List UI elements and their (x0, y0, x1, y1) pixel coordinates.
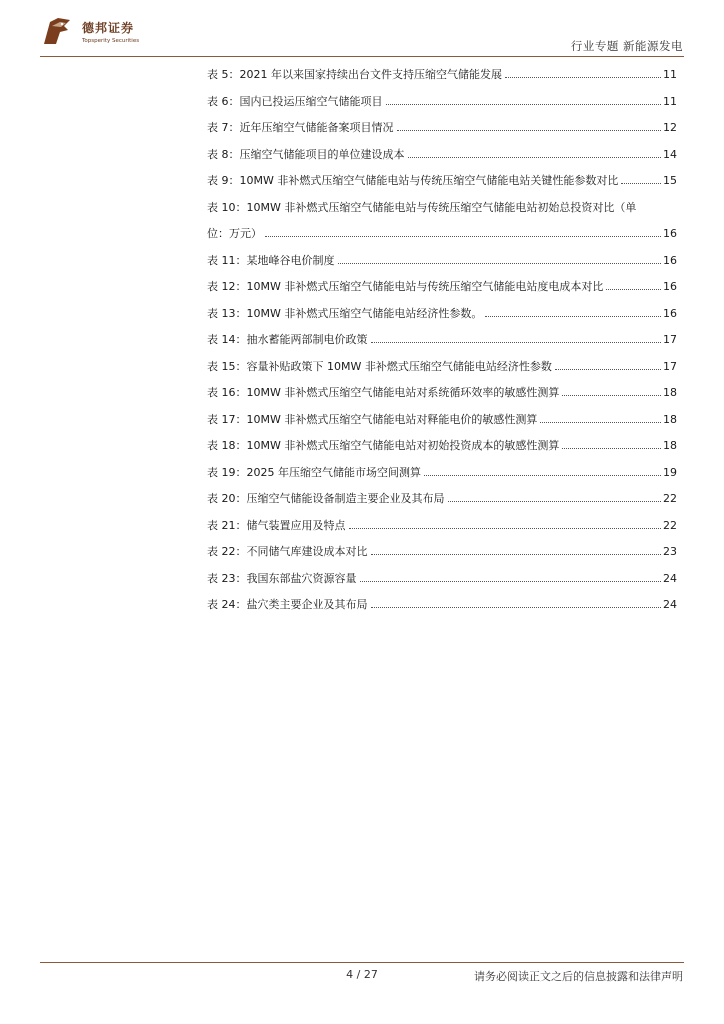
toc-item-page: 22 (663, 518, 677, 532)
toc-item-page: 24 (663, 571, 677, 585)
table-of-contents (207, 67, 677, 624)
toc-item-wrapped-line2[interactable] (207, 226, 677, 253)
toc-item[interactable] (207, 491, 677, 518)
toc-item-label: 表 13：10MW 非补燃式压缩空气储能电站经济性参数。 (207, 306, 483, 320)
toc-item-page: 18 (663, 439, 677, 452)
toc-item-label: 表 20：压缩空气储能设备制造主要企业及其布局 (207, 492, 445, 505)
toc-dot-leader (338, 263, 662, 264)
toc-item-label: 表 23：我国东部盐穴资源容量 (207, 571, 357, 585)
toc-dot-leader (397, 130, 662, 131)
toc-dot-leader (360, 581, 662, 582)
toc-item-label: 表 11：某地峰谷电价制度 (207, 253, 335, 267)
toc-item-page: 22 (663, 492, 677, 505)
header-divider (40, 56, 684, 57)
logo-cn-text: 德邦证券 (82, 21, 135, 35)
toc-item-label: 表 16：10MW 非补燃式压缩空气储能电站对系统循环效率的敏感性测算 (207, 386, 560, 399)
toc-dot-leader (371, 554, 662, 555)
toc-dot-leader (386, 104, 662, 105)
toc-item-label-cont: 位：万元） (207, 227, 262, 240)
toc-item-page: 11 (663, 68, 677, 81)
toc-item-label: 表 9：10MW 非补燃式压缩空气储能电站与传统压缩空气储能电站关键性能参数对比 (207, 174, 619, 187)
toc-item-label: 表 24：盐穴类主要企业及其布局 (207, 598, 368, 611)
toc-item-page: 18 (663, 412, 677, 426)
toc-item-label: 表 14：抽水蓄能两部制电价政策 (207, 333, 368, 346)
toc-item[interactable] (207, 173, 677, 200)
toc-item[interactable] (207, 597, 677, 624)
toc-item-label: 表 5：2021 年以来国家持续出台文件支持压缩空气储能发展 (207, 68, 502, 81)
page-number: 4 / 27 (346, 968, 378, 981)
toc-item-page: 16 (663, 253, 677, 267)
report-category: 行业专题 新能源发电 (570, 39, 683, 53)
toc-item-page: 18 (663, 386, 677, 399)
toc-item[interactable] (207, 94, 677, 121)
toc-item-label: 表 21：储气装置应用及特点 (207, 518, 346, 532)
toc-item-page: 24 (663, 598, 677, 611)
toc-dot-leader (448, 501, 662, 502)
toc-item[interactable] (207, 332, 677, 359)
toc-item-page: 12 (663, 121, 677, 134)
toc-item[interactable] (207, 518, 677, 545)
toc-item[interactable] (207, 67, 677, 94)
toc-dot-leader (540, 422, 661, 423)
toc-item[interactable] (207, 465, 677, 492)
toc-dot-leader (349, 528, 662, 529)
toc-item[interactable] (207, 147, 677, 174)
toc-item-page: 17 (663, 333, 677, 346)
toc-item-page: 14 (663, 147, 677, 161)
toc-dot-leader (562, 448, 661, 449)
toc-item-page: 17 (663, 359, 677, 373)
toc-item[interactable] (207, 253, 677, 280)
logo-en-text: Topsperity Securities (82, 38, 140, 44)
toc-dot-leader (408, 157, 662, 158)
toc-item-wrapped-line1[interactable] (207, 200, 677, 227)
toc-item-label: 表 19：2025 年压缩空气储能市场空间测算 (207, 465, 421, 479)
toc-item-label: 表 6：国内已投运压缩空气储能项目 (207, 94, 383, 108)
toc-item-label: 表 18：10MW 非补燃式压缩空气储能电站对初始投资成本的敏感性测算 (207, 439, 560, 452)
toc-item-label: 表 12：10MW 非补燃式压缩空气储能电站与传统压缩空气储能电站度电成本对比 (207, 280, 604, 293)
toc-item[interactable] (207, 385, 677, 412)
toc-dot-leader (485, 316, 661, 317)
toc-item[interactable] (207, 438, 677, 465)
toc-item-label: 表 10：10MW 非补燃式压缩空气储能电站与传统压缩空气储能电站初始总投资对比（单 (207, 200, 637, 214)
toc-item[interactable] (207, 571, 677, 598)
toc-dot-leader (621, 183, 661, 184)
toc-item-label: 表 15：容量补贴政策下 10MW 非补燃式压缩空气储能电站经济性参数 (207, 359, 552, 373)
toc-item-page: 23 (663, 545, 677, 558)
toc-item-page: 11 (663, 94, 677, 108)
toc-item[interactable] (207, 279, 677, 306)
toc-item[interactable] (207, 544, 677, 571)
toc-item-label: 表 17：10MW 非补燃式压缩空气储能电站对释能电价的敏感性测算 (207, 412, 538, 426)
toc-item-label: 表 22：不同储气库建设成本对比 (207, 545, 368, 558)
company-logo (40, 14, 150, 54)
toc-item[interactable] (207, 412, 677, 439)
toc-item[interactable] (207, 306, 677, 333)
toc-item-page: 16 (663, 227, 677, 240)
toc-item-page: 16 (663, 280, 677, 293)
toc-item[interactable] (207, 359, 677, 386)
toc-dot-leader (606, 289, 661, 290)
toc-dot-leader (505, 77, 661, 78)
toc-dot-leader (265, 236, 661, 237)
toc-dot-leader (562, 395, 661, 396)
toc-item[interactable] (207, 120, 677, 147)
toc-dot-leader (371, 342, 662, 343)
toc-item-page: 15 (663, 174, 677, 187)
toc-item-page: 16 (663, 306, 677, 320)
toc-item-label: 表 8：压缩空气储能项目的单位建设成本 (207, 147, 405, 161)
footer-divider (40, 962, 684, 963)
disclaimer-note: 请务必阅读正文之后的信息披露和法律声明 (474, 970, 683, 983)
logo-mark-icon (40, 14, 76, 50)
toc-dot-leader (555, 369, 661, 370)
toc-item-page: 19 (663, 465, 677, 479)
toc-dot-leader (371, 607, 662, 608)
toc-dot-leader (424, 475, 661, 476)
page-header (0, 0, 724, 60)
toc-item-label: 表 7：近年压缩空气储能备案项目情况 (207, 121, 394, 134)
